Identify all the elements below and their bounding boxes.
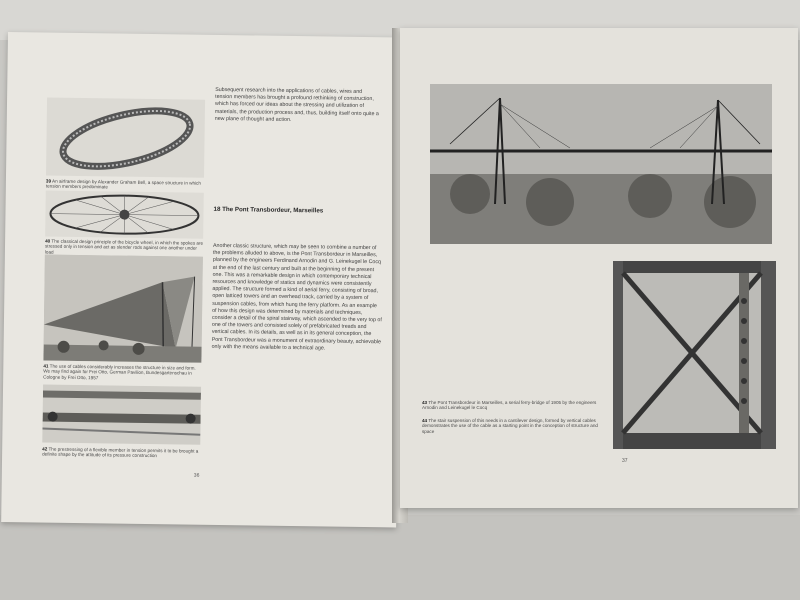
caption-number: 42 — [42, 446, 48, 452]
photo-prestressed-beam — [42, 385, 201, 445]
caption-41 — [43, 364, 203, 382]
caption-text: The use of cables considerably increases the structure in size and form. We may find again for Frei Otto, German Pavilion, Bundesgartenschau in Cologne by Frei Otto, 1957 — [43, 363, 196, 381]
photo-bicycle-wheel — [45, 191, 204, 239]
section-heading: 18 The Pont Transbordeur, Marseilles — [213, 205, 324, 215]
photo-tensile-tent — [43, 255, 202, 363]
right-page — [400, 28, 798, 508]
caption-text: An airframe design by Alexander Graham Bell, a space structure in which tension members predominate — [45, 178, 201, 190]
caption-number: 39 — [45, 178, 52, 184]
caption-number: 44 — [422, 418, 428, 423]
caption-text: The stair suspension of this needs in a cantilever design, formed by vertical cables demonstrates the use of the cable as a starting point in the conception of structure and space — [422, 418, 598, 434]
caption-number: 43 — [422, 400, 428, 405]
section-paragraph: Another classic structure, which may be seen to combine a number of the problems alluded to above, is the Pont Transbordeur in Marseilles, planned by the engineers Ferdinand Arnodin and G. Leinekugel le Cocq at the end of the last century and built at the beginning of the present one. This was a remarkable design in which contemporary technical resources and knowledge of statics and dynamics were consistently applied. The structure formed a kind of aerial ferry, consisting of broad, open latticed towers and an overhead track, carried by a system of suspension cables, from which hung the ferry platform. As an example of how this design was determined by materials and techniques, consider a detail of the spiral stairway, which ascended to the very top of one of the towers and consisted solely of prefabricated treads and vertical cables. In its details, as well as in its general conception, the Pont Transbordeur was a monument of extraordinary beauty, achievable only with the means available to a technical age. — [211, 242, 382, 352]
background-surface-bottom — [0, 515, 800, 600]
caption-text: The prestressing of a flexible member in tension permits it to be brought a definite shape by the attitude of its pressure construction — [42, 446, 199, 459]
caption-number: 41 — [43, 363, 49, 369]
intro-paragraph: Subsequent research into the applications of cables, wires and tension members has brought a profound rethinking of construction, which has forced our ideas about the stressing and utilization of materials, the production process and, thus, building itself onto quite a new plane of thought and action. — [214, 86, 379, 123]
photo-pont-transbordeur — [430, 84, 772, 244]
left-page — [1, 32, 403, 527]
caption-44 — [422, 418, 602, 434]
page-number-right: 37 — [622, 458, 628, 464]
caption-43 — [422, 400, 602, 411]
photo-ring-structure — [46, 98, 205, 178]
caption-number: 40 — [45, 238, 51, 244]
caption-42 — [42, 447, 202, 460]
page-number-left: 36 — [193, 472, 200, 479]
photo-stair-cables — [613, 261, 776, 449]
caption-text: The classical design principle of the bicycle wheel, in which the spokes are stressed only in tension and act as slender rods against one another under load — [44, 238, 204, 255]
caption-39 — [46, 179, 206, 192]
caption-text: The Pont Transbordeur in Marseilles, a serial ferry-bridge of 1905 by the engineers Arnodin and Leinekugel le Cocq — [422, 400, 597, 411]
